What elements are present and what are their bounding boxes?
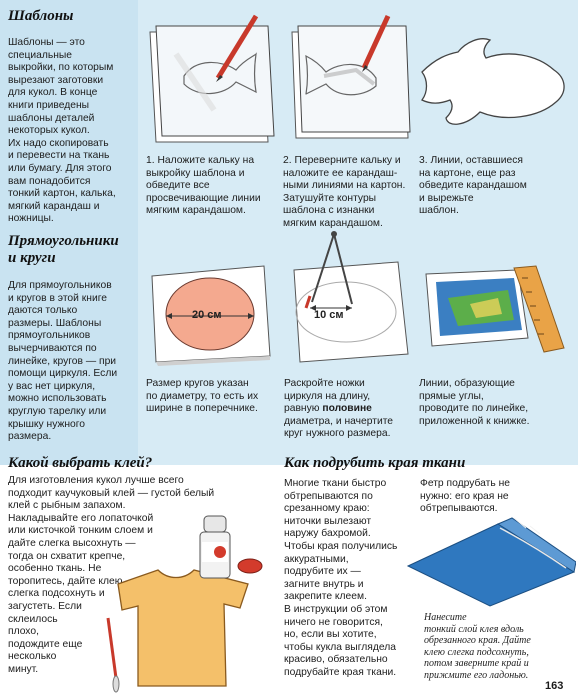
felt-note: Фетр подрубать не нужно: его края не обтрепываются. bbox=[420, 478, 510, 515]
rect-circles-caption3: Линии, образующие прямые углы, проводите по линейке, приложенной к книжке. bbox=[419, 378, 530, 427]
templates-heading: Шаблоны bbox=[8, 8, 74, 24]
rect-circles-heading-line2: и круги bbox=[8, 250, 56, 266]
templates-body: Шаблоны — это специальные выкройки, по которым вырезают заготовки для кукол. В конце книги приведены шаблоны деталей некоторых кукол. Их надо скопировать и перевести на ткань или бумагу. Для этого вам понадобится тонкий картон, калька, мягкий карандаш и ножницы. bbox=[8, 37, 116, 225]
glue-body: Для изготовления кукол лучше всего подходит каучуковый клей — густой белый клей с рыбным запахом. Накладывайте его лопаточкой или кисточкой тонким слоем и дайте слегка высохнуть — тогда он схватит крепче, особенно ткань. Не торопитесь, дайте клею слегка подсохнуть и загустеть. Если склеилось плохо, подождите еще несколько минут. bbox=[8, 475, 215, 675]
transfer-illustration bbox=[286, 14, 416, 154]
glue-heading: Какой выбрать клей? bbox=[8, 455, 153, 471]
label-10cm: 10 см bbox=[314, 309, 344, 321]
templates-step1-caption: 1. Наложите кальку на выкройку шаблона и обведите все просвечивающие линии мягким карандашом. bbox=[146, 155, 261, 217]
cutout-fish-illustration bbox=[418, 14, 574, 154]
tracing-illustration bbox=[144, 14, 280, 154]
hem-instruction-note: Нанесите тонкий слой клея вдоль обрезанного края. Дайте клею слегка подсохнуть, потом заверните край и прижмите его ладонью. bbox=[424, 612, 531, 681]
label-20cm: 20 см bbox=[192, 309, 222, 321]
templates-step3-caption: 3. Линии, оставшиеся на картоне, еще раз обведите карандашом и вырежьте шаблон. bbox=[419, 155, 527, 217]
ruler-book-illustration bbox=[418, 264, 576, 372]
page-number: 163 bbox=[545, 680, 564, 692]
hem-heading: Как подрубить края ткани bbox=[284, 455, 466, 471]
glue-illustration bbox=[98, 508, 274, 694]
compass-illustration bbox=[286, 228, 414, 372]
rect-circles-body: Для прямоугольников и кругов в этой книге даются только размеры. Шаблоны прямоугольников вычерчиваются по линейке, кругов — при помощи циркуля. Если у вас нет циркуля, можно использовать круглую тарелку или крышку нужного размера. bbox=[8, 280, 118, 443]
fabric-hem-illustration bbox=[404, 516, 576, 608]
hem-body: Многие ткани быстро обтрепываются по срезанному краю: ниточки вылезают наружу бахромой. Чтобы края получились аккуратными, подрубите их — загните внутрь и закрепите клеем. В инструкции об этом ничего не говорится, но, если вы хотите, чтобы кукла выглядела красиво, обязательно подрубайте края ткани. bbox=[284, 478, 398, 678]
rect-circles-heading-line1: Прямоугольники bbox=[8, 233, 119, 249]
caption2-part1: Раскройте ножки циркуля на длину, равную bbox=[284, 378, 371, 415]
templates-step2-caption: 2. Переверните кальку и наложите ее карандаш- ными линиями на картон. Затушуйте контуры шаблона с изнанки мягким карандашом. bbox=[283, 155, 406, 229]
caption2-bold: половине bbox=[322, 403, 372, 415]
caption2-part2: диаметра, и начертите круг нужного размера. bbox=[284, 415, 394, 440]
rect-circles-caption2 bbox=[284, 378, 419, 441]
rect-circles-caption1: Размер кругов указан по диаметру, то есть их ширине в поперечнике. bbox=[146, 378, 259, 415]
